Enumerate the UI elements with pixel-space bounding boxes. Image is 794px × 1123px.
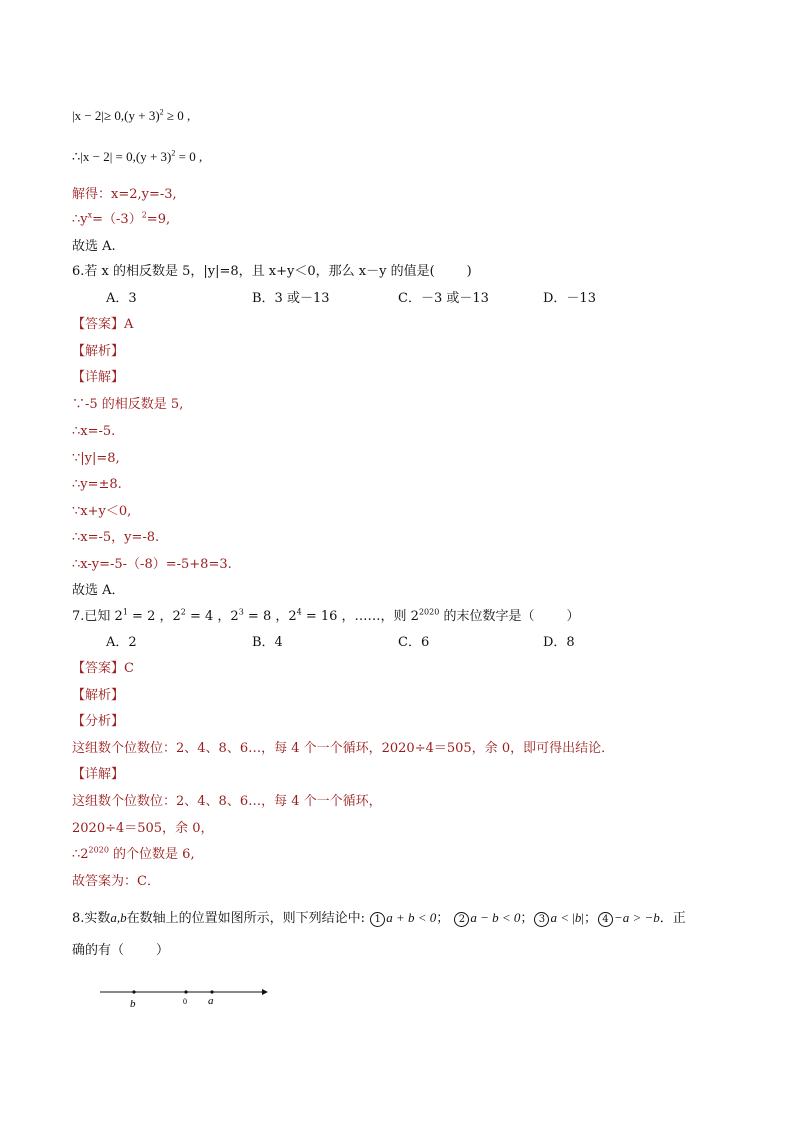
label-b: b (130, 998, 136, 1010)
q7-detail-heading: 【详解】 (72, 767, 125, 782)
q7-option-a: A．2 (106, 635, 137, 650)
q6-step: ∵|y|=8, (72, 451, 120, 466)
q7-step: 2020÷4＝505，余 0， (72, 821, 214, 836)
q7-option-c: C．6 (398, 635, 430, 650)
point-zero (184, 990, 187, 993)
q7-stem: 7.已知 $2^1 = 2$ ，$2^2 = 4$ ，$2^3 = 8$ ，$2^4 = 16$ ，……，则 $2^{2020}$ 的末位数字是（ ） (72, 607, 580, 624)
choose-line: 故选 A. (72, 239, 116, 254)
q7-fenxi-heading: 【分析】 (72, 714, 125, 729)
arrow-right-icon (262, 989, 268, 995)
q6-step: ∴x=-5. (72, 424, 116, 439)
solve-line: 解得：x=2,y=-3, (72, 187, 177, 202)
number-line-figure (90, 980, 280, 1020)
q6-option-b: B．3 或－13 (252, 291, 330, 306)
q6-step: 故选 A． (72, 583, 125, 598)
q6-step: ∴x=-5，y=-8. (72, 530, 160, 545)
q6-step: ∵x+y＜0, (72, 504, 132, 519)
q7-analysis-heading: 【解析】 (72, 688, 125, 703)
q6-step: ∵-5 的相反数是 5, (72, 397, 184, 412)
q8-stem-line-2: 确的有（ ） (72, 943, 170, 958)
result-line: $\therefore y^x=(-3)^2=9$, (72, 210, 171, 227)
q8-stem: 8.实数a,b在数轴上的位置如图所示，则下列结论中: 1 a + b < 0； 2 a − b < 0； 3 a < |b|； 4 −a > −b．正 (72, 910, 686, 926)
q7-fenxi-text: 这组数个位数位：2、4、8、6…，每 4 个一个循环，2020÷4＝505，余 0，即可得出结论． (72, 741, 615, 756)
circled-number-4: 4 (598, 912, 613, 927)
q7-step: 这组数个位数位：2、4、8、6…，每 4 个一个循环， (72, 794, 382, 809)
q7-option-d: D．8 (543, 635, 575, 650)
q6-stem: 6.若 x 的相反数是 5，|y|=8，且 x+y＜0，那么 x－y 的值是( ) (72, 264, 472, 279)
label-zero: 0 (183, 997, 187, 1006)
q6-answer: 【答案】A (72, 317, 134, 332)
q6-step: ∴y=±8. (72, 477, 122, 492)
q7-option-b: B．4 (252, 635, 283, 650)
circled-number-3: 3 (534, 912, 549, 927)
q6-detail-heading: 【详解】 (72, 370, 125, 385)
condition-line-1: $|x - 2|\ge 0,(y + 3)^2 \ge 0$ , (72, 107, 191, 123)
point-b (132, 990, 135, 993)
q7-answer: 【答案】C (72, 661, 134, 676)
q6-step: ∴x-y=-5-（-8）=-5+8=3. (72, 557, 232, 572)
condition-line-2: ∴|x − $2| = 0,(y + 3)^2 = 0$ , (72, 148, 203, 164)
q7-step: 故答案为：C． (72, 874, 160, 889)
q6-option-c: C．－3 或－13 (398, 291, 489, 306)
q7-step: $\therefore 2^{2020}$ 的个位数是 6, (72, 845, 195, 862)
q6-option-d: D．－13 (543, 291, 596, 306)
label-a: a (208, 995, 214, 1007)
circled-number-2: 2 (454, 912, 469, 927)
point-a (210, 990, 213, 993)
circled-number-1: 1 (370, 912, 385, 927)
q6-analysis-heading: 【解析】 (72, 344, 125, 359)
q6-option-a: A．3 (106, 291, 137, 306)
